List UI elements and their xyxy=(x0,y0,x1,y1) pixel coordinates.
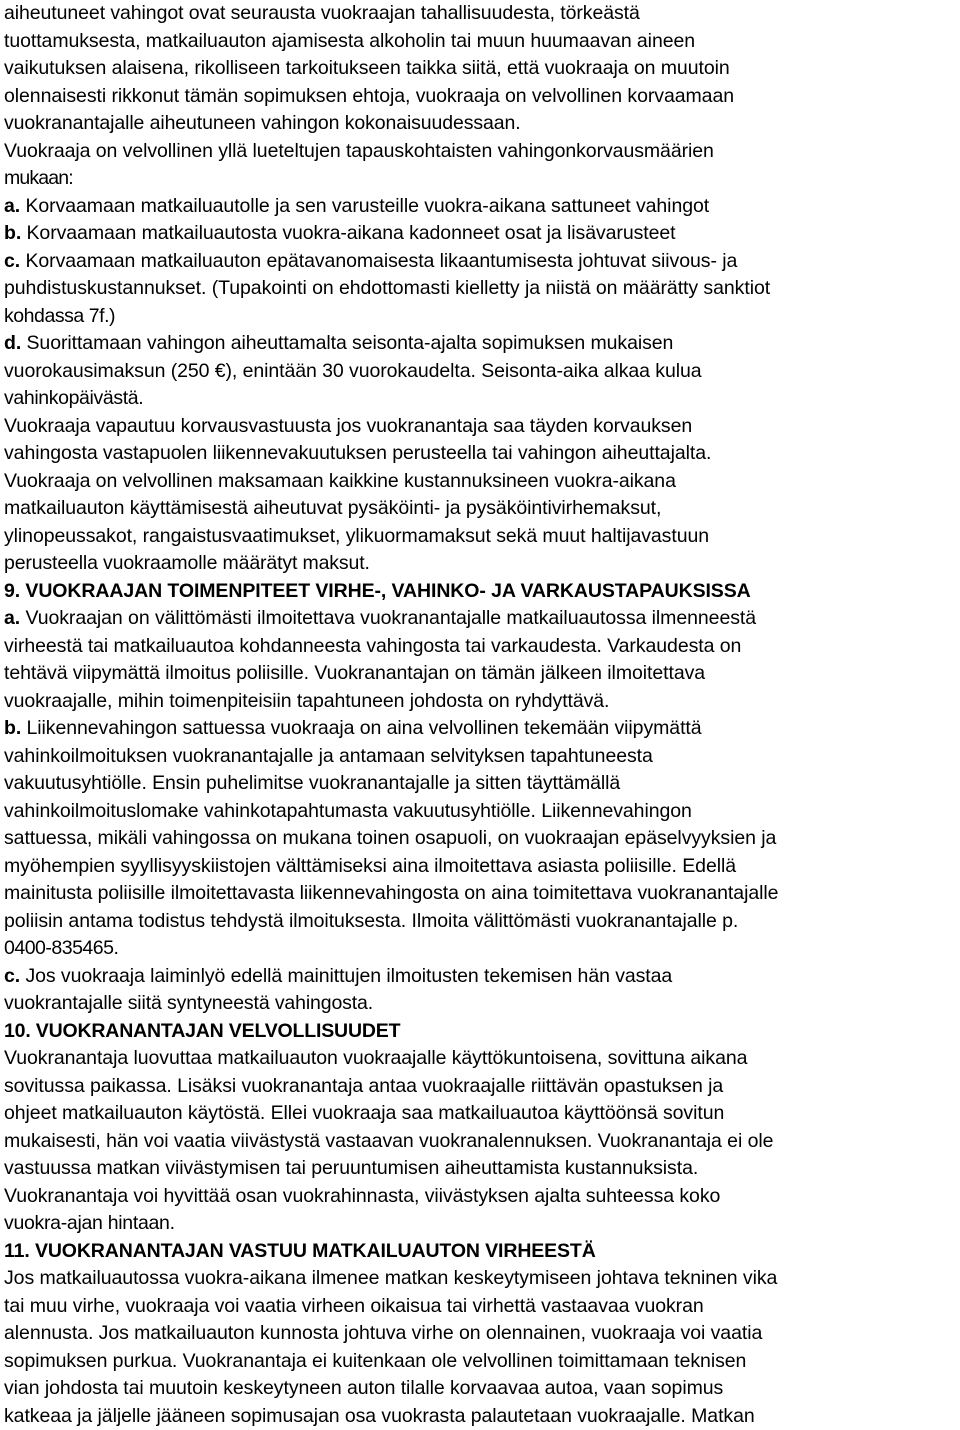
text-line xyxy=(4,715,960,743)
text-run: puhdistuskustannukset. (Tupakointi on ehdottomasti kielletty ja niistä on määrätty sanktiot xyxy=(4,277,771,299)
bold-text: d. xyxy=(4,332,22,354)
text-run: aiheutuneet vahingot ovat seurausta vuokraajan tahallisuudesta, törkeästä xyxy=(4,2,640,24)
text-line xyxy=(4,1183,960,1211)
text-line xyxy=(4,853,960,881)
text-run: tai muu virhe, vuokraaja voi vaatia virheen oikaisua tai virhettä vastaavaa vuokran xyxy=(4,1294,704,1317)
text-line xyxy=(4,248,960,276)
bold-text: c. xyxy=(4,249,21,272)
text-run: vastuussa matkan viivästymisen tai peruuntumisen aiheuttamista kustannuksista. xyxy=(4,1157,699,1179)
text-line xyxy=(4,468,960,496)
text-run: vuokranantajalle aiheutuneen vahingon kokonaisuudessaan. xyxy=(4,112,521,134)
text-run: 0400-835465. xyxy=(4,937,119,959)
text-line xyxy=(4,413,960,441)
text-line xyxy=(4,1293,960,1321)
text-run: vaikutuksen alaisena, rikolliseen tarkoitukseen taikka siitä, että vuokraaja on muutoin xyxy=(4,57,730,79)
text-line xyxy=(4,660,960,688)
text-line xyxy=(4,605,960,633)
text-run: Korvaamaan matkailuautosta vuokra-aikana kadonneet osat ja lisävarusteet xyxy=(21,222,676,244)
bold-text: a. xyxy=(4,194,21,217)
text-line xyxy=(4,908,960,936)
text-line xyxy=(4,523,960,551)
text-run: vuorokausimaksun (250 €), enintään 30 vuorokaudelta. Seisonta-aika alkaa kulua xyxy=(4,359,702,382)
text-line xyxy=(4,798,960,826)
text-run: olennaisesti rikkonut tämän sopimuksen ehtoja, vuokraaja on velvollinen korvaamaan xyxy=(4,84,735,107)
text-run: ylinopeussakot, rangaistusvaatimukset, ylikuormamaksut sekä muut haltijavastuun xyxy=(4,524,710,547)
text-line xyxy=(4,220,960,248)
text-run: tuottamuksesta, matkailuauton ajamisesta alkoholin tai muun huumaavan aineen xyxy=(4,29,696,52)
text-line xyxy=(4,633,960,661)
text-line xyxy=(4,825,960,853)
text-line xyxy=(4,385,960,413)
text-line xyxy=(4,138,960,166)
text-run: Vuokranantaja voi hyvittää osan vuokrahinnasta, viivästyksen ajalta suhteessa koko xyxy=(4,1184,721,1207)
text-line xyxy=(4,1100,960,1128)
bold-text: b. xyxy=(4,717,22,739)
text-run: sovitussa paikassa. Lisäksi vuokranantaja antaa vuokraajalle riittävän opastuksen ja xyxy=(4,1074,724,1097)
text-run: vuokraajalle, mihin toimenpiteisiin tapahtuneen johdosta on ryhdyttävä. xyxy=(4,689,610,712)
text-run: katkeaa ja jäljelle jääneen sopimusajan osa vuokrasta palautetaan vuokraajalle. Matkan xyxy=(4,1404,755,1427)
text-run: sopimuksen purkua. Vuokranantaja ei kuitenkaan ole velvollinen toimittamaan teknisen xyxy=(4,1349,747,1372)
text-line xyxy=(4,743,960,771)
text-line xyxy=(4,55,960,83)
text-line xyxy=(4,1375,960,1403)
text-line xyxy=(4,1210,960,1238)
text-line xyxy=(4,770,960,798)
text-run: Jos matkailuautossa vuokra-aikana ilmenee matkan keskeytymiseen johtava tekninen vika xyxy=(4,1267,778,1289)
text-run: mukaan: xyxy=(4,167,73,189)
bold-text: c. xyxy=(4,964,21,987)
text-line xyxy=(4,990,960,1018)
text-line xyxy=(4,1018,960,1046)
text-run: vuokra-ajan hintaan. xyxy=(4,1212,175,1234)
text-run: matkailuauton käyttämisestä aiheutuvat pysäköinti- ja pysäköintivirhemaksut, xyxy=(4,497,662,519)
text-line xyxy=(4,550,960,578)
text-line xyxy=(4,1403,960,1430)
text-run: Liikennevahingon sattuessa vuokraaja on aina velvollinen tekemään viipymättä xyxy=(21,717,702,739)
text-line xyxy=(4,303,960,331)
text-line xyxy=(4,1265,960,1293)
text-line xyxy=(4,963,960,991)
text-run: Vuokraajan on välittömästi ilmoitettava vuokranantajalle matkailuautossa ilmenneestä xyxy=(20,607,757,629)
text-run: Vuokranantaja luovuttaa matkailuauton vuokraajalle käyttökuntoisena, sovittuna aikana xyxy=(4,1047,748,1069)
bold-text: a. xyxy=(4,607,21,629)
bold-text: b. xyxy=(4,222,22,244)
text-line xyxy=(4,1320,960,1348)
text-run: Jos vuokraaja laiminlyö edellä mainittujen ilmoitusten tekemisen hän vastaa xyxy=(20,964,673,987)
text-line xyxy=(4,1073,960,1101)
text-run: Vuokraaja on velvollinen yllä lueteltujen tapauskohtaisten vahingonkorvausmäärien xyxy=(4,139,714,162)
text-run: vahinkopäivästä. xyxy=(4,387,144,409)
text-line xyxy=(4,0,960,28)
text-line xyxy=(4,440,960,468)
text-run: mukaisesti, hän voi vaatia viivästystä vastaavan vuokranalennuksen. Vuokranantaja ei ole xyxy=(4,1129,774,1152)
text-line xyxy=(4,83,960,111)
text-line xyxy=(4,578,960,606)
text-line xyxy=(4,1238,960,1266)
text-line xyxy=(4,1045,960,1073)
text-run: virheestä tai matkailuautoa kohdanneesta vahingosta tai varkaudesta. Varkaudesta on xyxy=(4,634,742,657)
text-run: ohjeet matkailuauton käytöstä. Ellei vuokraaja saa matkailuautoa käyttöönsä sovitun xyxy=(4,1102,725,1124)
text-line xyxy=(4,935,960,963)
text-run: vuokrantajalle siitä syntyneestä vahingosta. xyxy=(4,992,374,1014)
text-run: tehtävä viipymättä ilmoitus poliisille. Vuokranantajan on tämän jälkeen ilmoitettava xyxy=(4,662,706,684)
text-run: Korvaamaan matkailuautolle ja sen varusteille vuokra-aikana sattuneet vahingot xyxy=(20,194,710,217)
text-line xyxy=(4,110,960,138)
bold-text: 11. VUOKRANANTAJAN VASTUU MATKAILUAUTON VIRHEESTÄ xyxy=(4,1239,596,1262)
text-run: Suorittamaan vahingon aiheuttamalta seisonta-ajalta sopimuksen mukaisen xyxy=(21,332,674,354)
text-line xyxy=(4,1155,960,1183)
text-run: poliisin antama todistus tehdystä ilmoituksesta. Ilmoita välittömästi vuokranantajalle p. xyxy=(4,909,739,932)
text-run: Vuokraaja on velvollinen maksamaan kaikkine kustannuksineen vuokra-aikana xyxy=(4,469,676,492)
text-line xyxy=(4,358,960,386)
text-run: vahinkoilmoituslomake vahinkotapahtumasta vakuutusyhtiölle. Liikennevahingon xyxy=(4,799,692,822)
text-line xyxy=(4,330,960,358)
text-run: perusteella vuokraamolle määrätyt maksut. xyxy=(4,552,370,574)
text-run: alennusta. Jos matkailuauton kunnosta johtuva virhe on olennainen, vuokraaja voi vaatia xyxy=(4,1322,763,1344)
text-line xyxy=(4,1128,960,1156)
text-run: vian johdosta tai muutoin keskeytyneen auton tilalle korvaavaa autoa, vaan sopimus xyxy=(4,1377,724,1399)
text-line xyxy=(4,688,960,716)
text-run: vahingosta vastapuolen liikennevakuutuksen perusteella tai vahingon aiheuttajalta. xyxy=(4,442,712,464)
text-run: Vuokraaja vapautuu korvausvastuusta jos vuokranantaja saa täyden korvauksen xyxy=(4,414,693,437)
bold-text: 9. VUOKRAAJAN TOIMENPITEET VIRHE-, VAHINKO- JA VARKAUSTAPAUKSISSA xyxy=(4,579,751,602)
bold-text: 10. VUOKRANANTAJAN VELVOLLISUUDET xyxy=(4,1019,401,1042)
text-line xyxy=(4,1348,960,1376)
text-line xyxy=(4,193,960,221)
text-run: sattuessa, mikäli vahingossa on mukana toinen osapuoli, on vuokraajan epäselvyyksien ja xyxy=(4,827,777,849)
text-line xyxy=(4,880,960,908)
text-line xyxy=(4,495,960,523)
text-run: kohdassa 7f.) xyxy=(4,304,116,327)
text-line xyxy=(4,28,960,56)
text-line xyxy=(4,275,960,303)
text-run: myöhempien syyllisyyskiistojen välttämiseksi aina ilmoitettava asiasta poliisille. Edellä xyxy=(4,854,737,877)
text-run: mainitusta poliisille ilmoitettavasta liikennevahingosta on aina toimitettava vuokranantajalle xyxy=(4,882,779,904)
text-line xyxy=(4,165,960,193)
text-run: vakuutusyhtiölle. Ensin puhelimitse vuokranantajalle ja sitten täyttämällä xyxy=(4,772,621,794)
text-run: Korvaamaan matkailuauton epätavanomaisesta likaantumisesta johtuvat siivous- ja xyxy=(20,249,738,272)
text-run: vahinkoilmoituksen vuokranantajalle ja antamaan selvityksen tapahtuneesta xyxy=(4,744,653,767)
